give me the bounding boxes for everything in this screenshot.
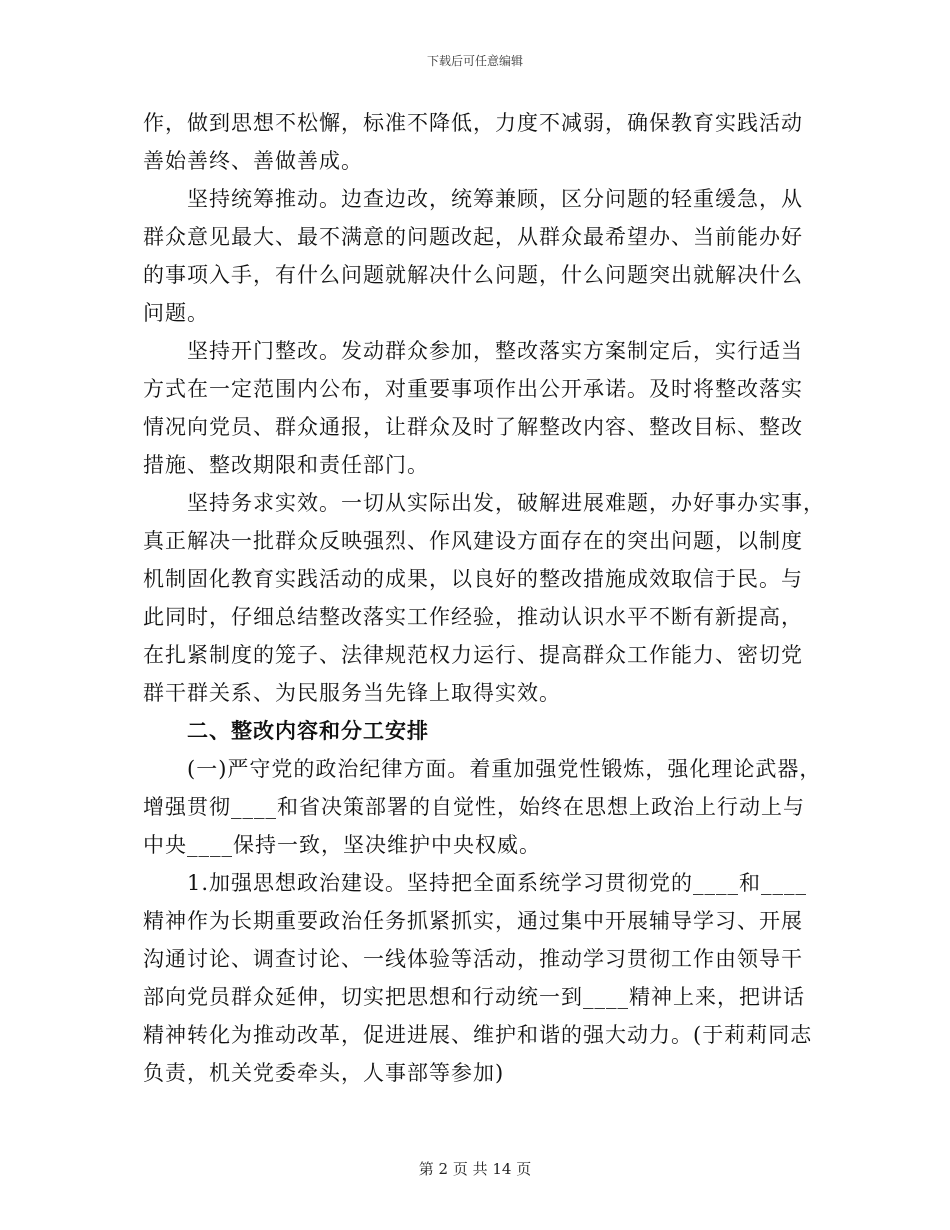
text-line: 负责，机关党委牵头，人事部等参加) bbox=[143, 1061, 505, 1085]
text-line: 增强贯彻____和省决策部署的自觉性，始终在思想上政治上行动上与 bbox=[143, 795, 805, 819]
running-header: 下载后可任意编辑 bbox=[426, 54, 523, 68]
text-line: 部向党员群众延伸，切实把思想和行动统一到____精神上来，把讲话 bbox=[143, 985, 805, 1009]
section-heading: 二、整改内容和分工安排 bbox=[187, 718, 429, 743]
text-line: 沟通讨论、调查讨论、一线体验等活动，推动学习贯彻工作由领导干 bbox=[143, 947, 803, 971]
text-line: 在扎紧制度的笼子、法律规范权力运行、提高群众工作能力、密切党 bbox=[143, 643, 803, 667]
text-line: 精神转化为推动改革，促进进展、维护和谐的强大动力。(于莉莉同志 bbox=[143, 1023, 813, 1047]
paragraph-start: 坚持统筹推动。边查边改，统筹兼顾，区分问题的轻重缓急，从 bbox=[187, 187, 803, 211]
body-text bbox=[143, 104, 825, 1092]
text-line: 群干群关系、为民服务当先锋上取得实效。 bbox=[143, 681, 561, 705]
text-line: 精神作为长期重要政治任务抓紧抓实，通过集中开展辅导学习、开展 bbox=[143, 909, 803, 933]
text-line: 善始善终、善做善成。 bbox=[143, 149, 363, 173]
paragraph-start: 1.加强思想政治建设。坚持把全面系统学习贯彻党的____和____ bbox=[187, 871, 808, 895]
text-line: 群众意见最大、最不满意的问题改起，从群众最希望办、当前能办好 bbox=[143, 225, 803, 249]
text-line: 措施、整改期限和责任部门。 bbox=[143, 453, 429, 477]
page-number: 第 2 页 共 14 页 bbox=[418, 1160, 532, 1178]
text-line: 的事项入手，有什么问题就解决什么问题，什么问题突出就解决什么 bbox=[143, 263, 803, 287]
text-line: 作，做到思想不松懈，标准不降低，力度不减弱，确保教育实践活动 bbox=[143, 111, 803, 135]
paragraph-start: (一)严守党的政治纪律方面。着重加强党性锻炼，强化理论武器， bbox=[187, 757, 822, 781]
text-line: 真正解决一批群众反映强烈、作风建设方面存在的突出问题，以制度 bbox=[143, 529, 803, 553]
text-line: 问题。 bbox=[143, 301, 209, 325]
text-line: 情况向党员、群众通报，让群众及时了解整改内容、整改目标、整改 bbox=[143, 415, 803, 439]
paragraph-start: 坚持开门整改。发动群众参加，整改落实方案制定后，实行适当 bbox=[187, 339, 803, 363]
text-line: 此同时，仔细总结整改落实工作经验，推动认识水平不断有新提高， bbox=[143, 605, 803, 629]
text-line: 中央____保持一致，坚决维护中央权威。 bbox=[143, 833, 541, 857]
paragraph-start: 坚持务求实效。一切从实际出发，破解进展难题，办好事办实事， bbox=[187, 491, 825, 515]
text-line: 方式在一定范围内公布，对重要事项作出公开承诺。及时将整改落实 bbox=[143, 377, 803, 401]
text-line: 机制固化教育实践活动的成果，以良好的整改措施成效取信于民。与 bbox=[143, 567, 803, 591]
